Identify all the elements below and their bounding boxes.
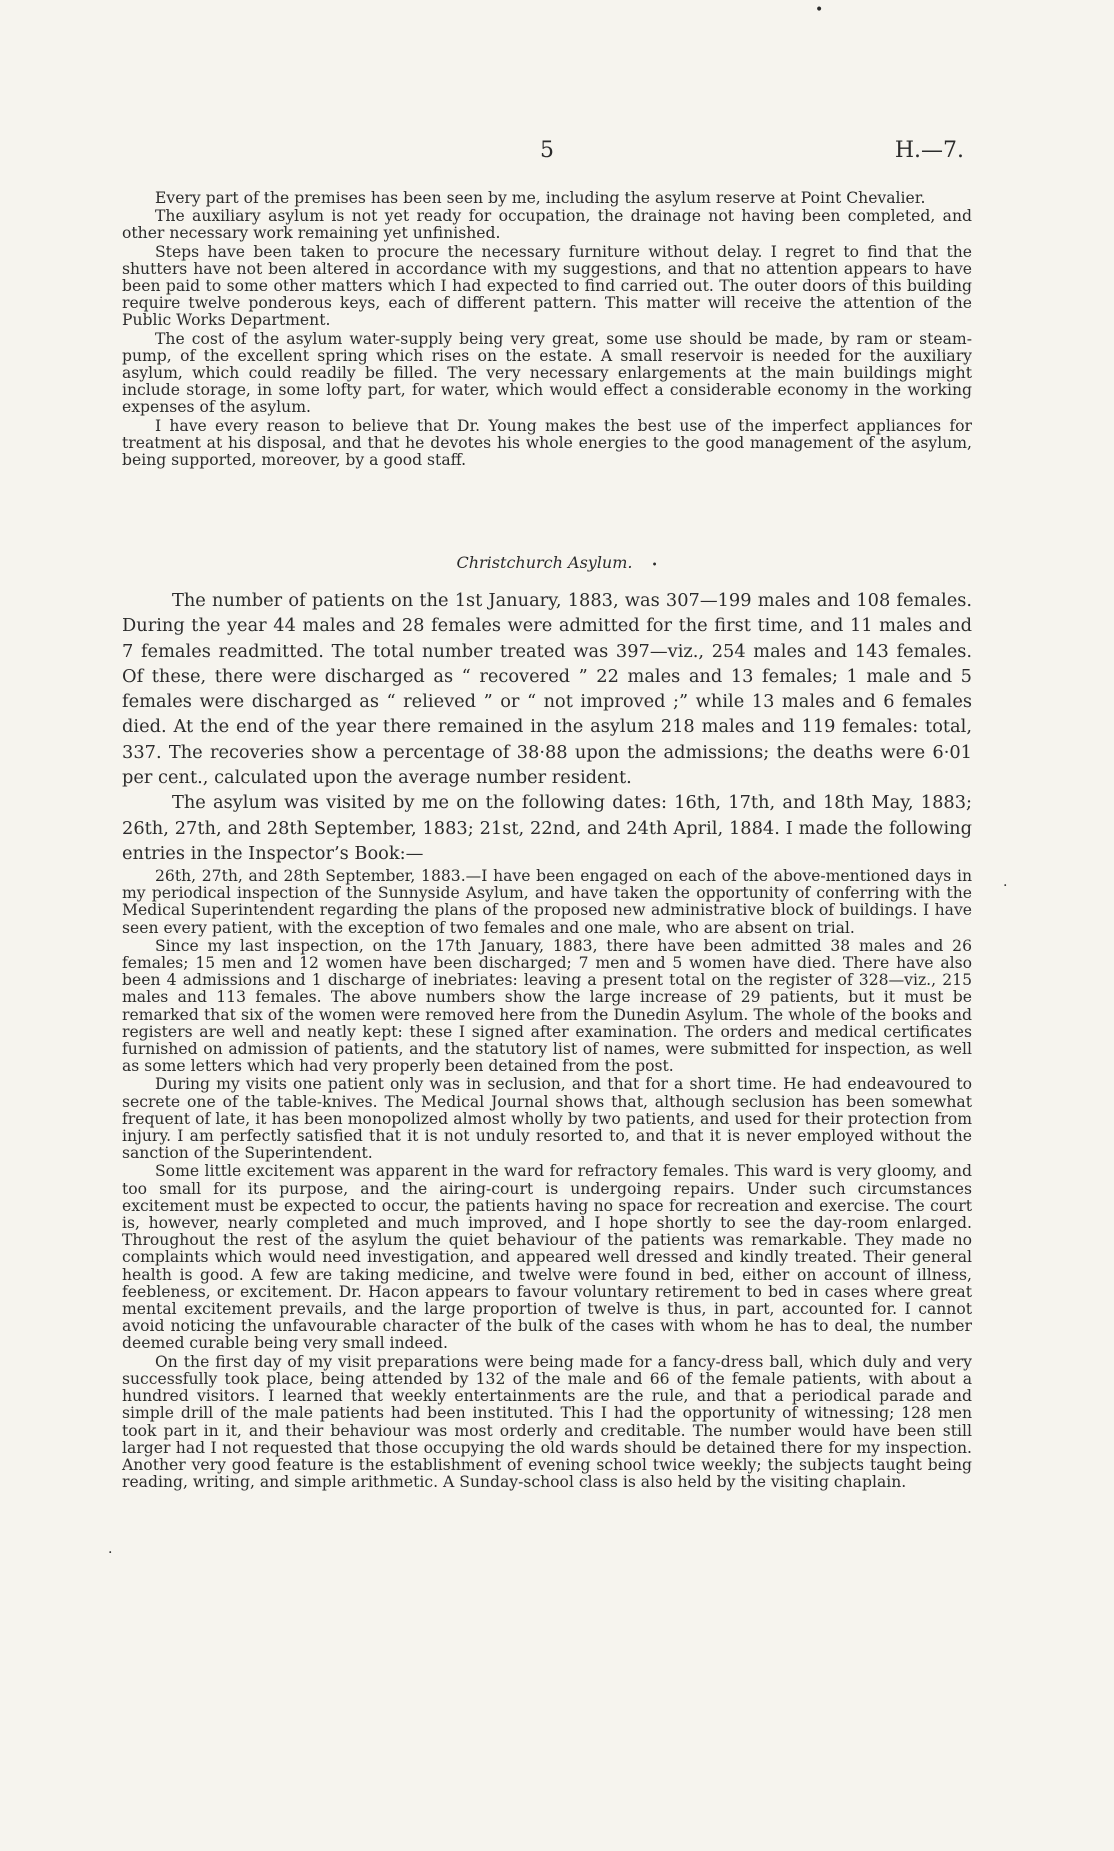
paragraph: Steps have been taken to procure the necessary furniture without delay. I regret to find that the shutters have not been altered in accordance with my suggestions, and that no attention appears to have been paid to some other matters which I had expected to find carried out. The outer doors of this building require twelve ponderous keys, each of different pattern. This matter will receive the attention of the Public Works Department. [122, 242, 972, 330]
paragraph: On the first day of my visit preparations were being made for a fancy-dress ball, which duly and very successfully took place, being attended by 132 of the male and 66 of the female patients, with about a hundred visitors. I learned that weekly entertainments are the rule, and that a periodical parade and simple drill of the male patients had been instituted. This I had the opportunity of witnessing; 128 men took part in it, and their behaviour was most orderly and creditable. The number would have been still larger had I not requested that those occupying the old wards should be detained there for my inspection. Another very good feature is the establishment of evening school twice weekly; the subjects taught being reading, writing, and simple arithmetic. A Sunday-school class is also held by the visiting chaplain. [122, 1352, 972, 1492]
paragraph: Since my last inspection, on the 17th January, 1883, there have been admitted 38 males and 26 females; 15 men and 12 women have been discharged; 7 men and 5 women have died. There have also been 4 admissions and 1 discharge of inebriates: leaving a present total on the register of 328—viz., 215 males and 113 females. The above numbers show the large increase of 29 patients, but it must be remarked that six of the women were removed here from the Dunedin Asylum. The whole of the books and registers are well and neatly kept: these I signed after examination. The orders and medical certificates furnished on admission of patients, and the statutory list of names, were submitted for inspection, as well as some letters which had very properly been detained from the post. [122, 936, 972, 1076]
paragraph: The asylum was visited by me on the following dates: 16th, 17th, and 18th May, 1883; 26th, 27th, and 28th September, 1883; 21st, 22nd, and 24th April, 1884. I made the following entries in the Inspector’s Book:— [122, 792, 972, 864]
document-code: H.—7. [894, 138, 964, 163]
report-summary [122, 588, 972, 866]
paragraph: During my visits one patient only was in seclusion, and that for a short time. He had endeavoured to secrete one of the table-knives. The Medical Journal shows that, although seclusion has been somewhat frequent of late, it has been monopolized almost wholly by two patients, and used for their protection from injury. I am perfectly satisfied that it is not unduly resorted to, and that it is never employed without the sanction of the Superintendent. [122, 1075, 972, 1163]
inspector-book-entries [122, 868, 972, 1491]
paragraph: The auxiliary asylum is not yet ready for occupation, the drainage not having been completed, and other necessary work remaining yet unfinished. [122, 207, 972, 243]
intro-text [122, 190, 972, 469]
margin-dot-mark: . [108, 1541, 113, 1557]
paragraph: Every part of the premises has been seen by me, including the asylum reserve at Point Chevalier. [155, 189, 926, 207]
page-number: 5 [540, 138, 554, 163]
section-heading-text: Christchurch Asylum. [456, 553, 633, 572]
paragraph: 26th, 27th, and 28th September, 1883.—I have been engaged on each of the above-mentioned days in my periodical inspection of the Sunnyside Asylum, and have taken the opportunity of conferring with the Medical Superintendent regarding the plans of the proposed new administrative block of buildings. I have seen every patient, with the exception of two females and one male, who are absent on trial. [122, 867, 972, 937]
margin-dot-mark: . [1003, 874, 1008, 890]
top-dot-mark: • [815, 2, 824, 18]
paragraph: Some little excitement was apparent in the ward for refractory females. This ward is very gloomy, and too small for its purpose, and the airing-court is undergoing repairs. Under such circumstances excitement must be expected to occur, the patients having no space for recreation and exercise. The court is, however, nearly completed and much improved, and I hope shortly to see the day-room enlarged. Throughout the rest of the asylum the quiet behaviour of the patients was remarkable. They made no complaints which would need investigation, and appeared well dressed and kindly treated. Their general health is good. A few are taking medicine, and twelve were found in bed, either on account of illness, feebleness, or excitement. Dr. Hacon appears to favour voluntary retirement to bed in cases where great mental excitement prevails, and the large proportion of twelve is thus, in part, accounted for. I cannot avoid noticing the unfavourable character of the bulk of the cases with whom he has to deal, the number deemed curable being very small indeed. [122, 1162, 972, 1353]
paragraph: The number of patients on the 1st January, 1883, was 307—199 males and 108 females. During the year 44 males and 28 females were admitted for the first time, and 11 males and 7 females readmitted. The total number treated was 397—viz., 254 males and 143 females. Of these, there were discharged as “ recovered ” 22 males and 13 females; 1 male and 5 females were discharged as “ relieved ” or “ not improved ;” while 13 males and 6 females died. At the end of the year there remained in the asylum 218 males and 119 females: total, 337. The recoveries show a percentage of 38·88 upon the admissions; the deaths were 6·01 per cent., calculated upon the average number resident. [122, 590, 972, 789]
paragraph: The cost of the asylum water-supply being very great, some use should be made, by ram or steam-pump, of the excellent spring which rises on the estate. A small reservoir is needed for the auxiliary asylum, which could readily be filled. The very necessary enlargements at the main buildings might include storage, in some lofty part, for water, which would effect a considerable economy in the working expenses of the asylum. [122, 329, 972, 417]
heading-dot-mark: • [651, 560, 658, 571]
section-heading [0, 553, 1114, 572]
paragraph: I have every reason to believe that Dr. Young makes the best use of the imperfect appliances for treatment at his disposal, and that he devotes his whole energies to the good management of the asylum, being supported, moreover, by a good staff. [122, 416, 972, 470]
